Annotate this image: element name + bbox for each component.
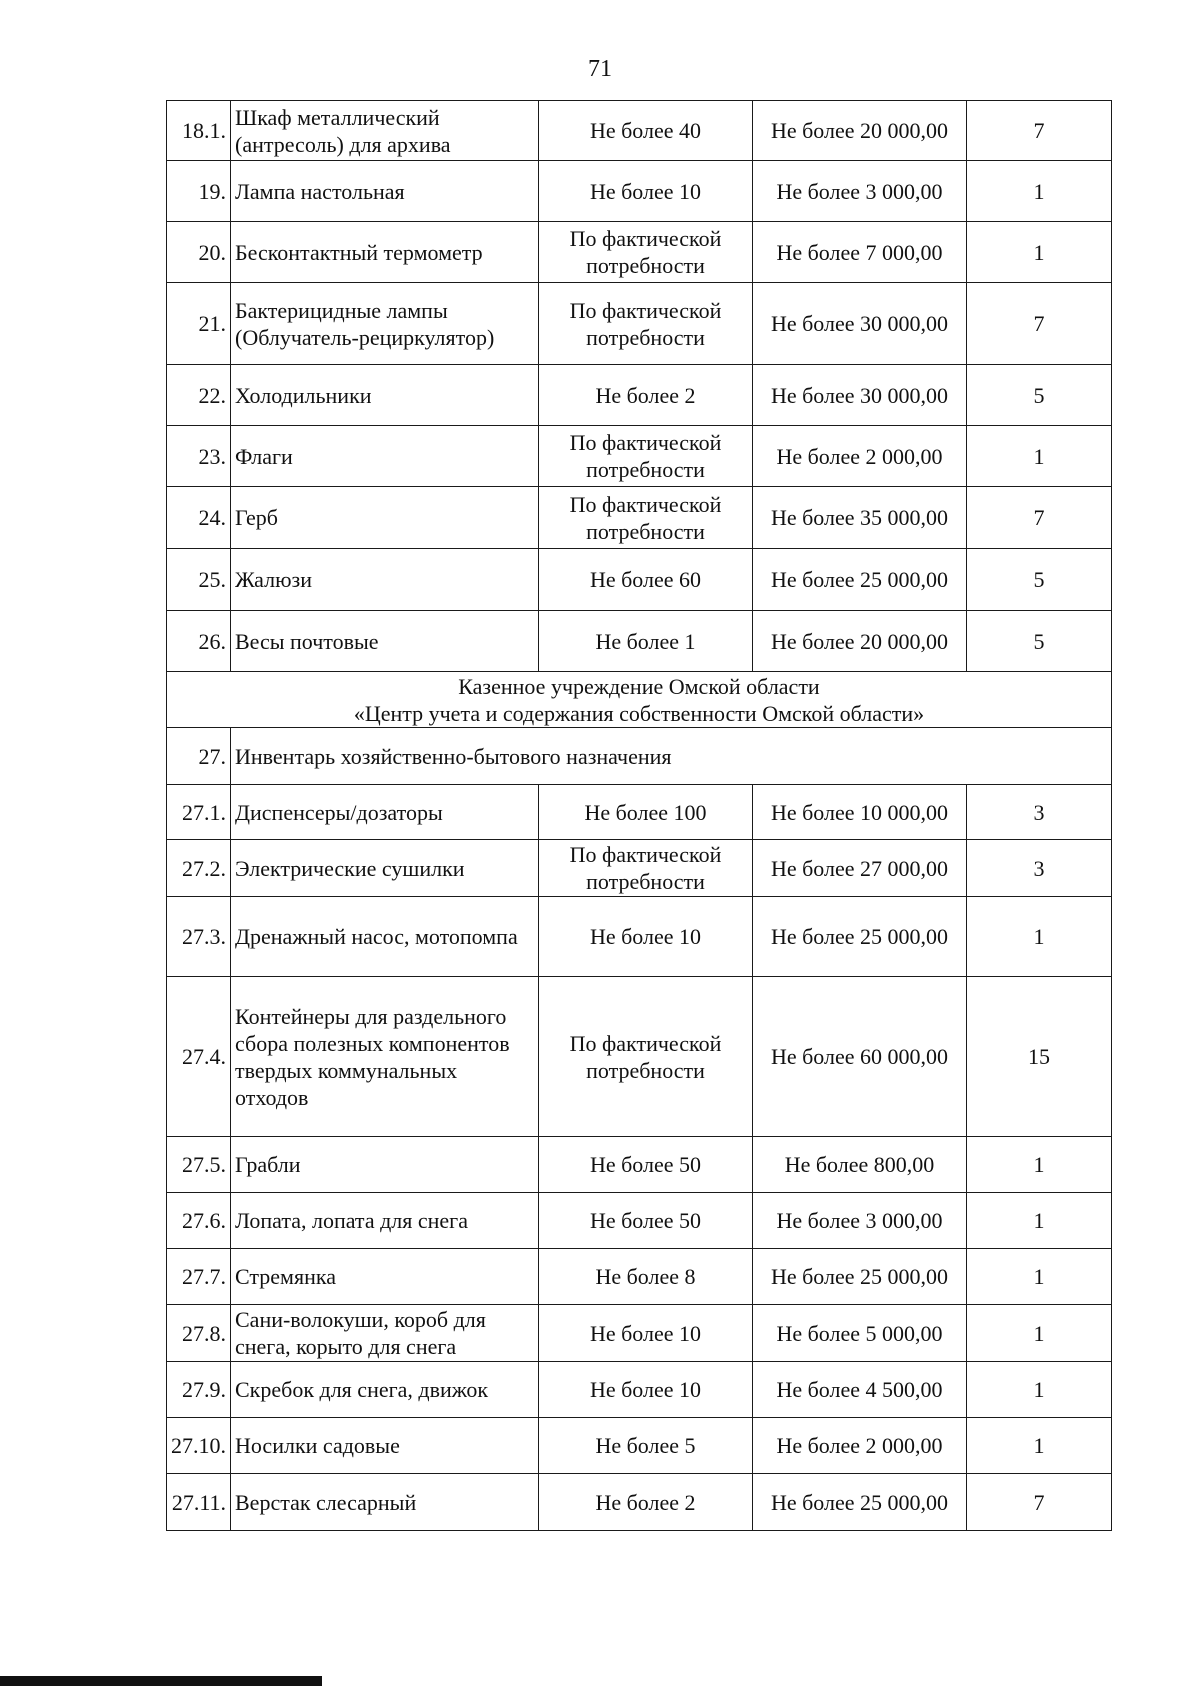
- section-row: [167, 672, 1112, 728]
- item-name: Герб: [231, 487, 539, 549]
- item-price: Не более 10 000,00: [753, 785, 967, 840]
- item-price: Не более 25 000,00: [753, 897, 967, 977]
- item-name: Скребок для снега, движок: [231, 1362, 539, 1418]
- item-service-years: 1: [967, 1193, 1112, 1249]
- scan-edge-mark: [0, 1676, 322, 1686]
- item-name: Холодильники: [231, 365, 539, 426]
- table-row: [167, 1193, 1112, 1249]
- item-quantity: Не более 1: [539, 611, 753, 672]
- table-row: [167, 1137, 1112, 1193]
- group-number: 27.: [167, 728, 231, 785]
- row-number: 26.: [167, 611, 231, 672]
- row-number: 25.: [167, 549, 231, 611]
- table-row: [167, 487, 1112, 549]
- item-quantity: Не более 60: [539, 549, 753, 611]
- item-name: Верстак слесарный: [231, 1474, 539, 1531]
- table-row: [167, 1418, 1112, 1474]
- item-service-years: 1: [967, 1305, 1112, 1362]
- item-quantity: Не более 10: [539, 897, 753, 977]
- item-price: Не более 30 000,00: [753, 365, 967, 426]
- item-service-years: 5: [967, 549, 1112, 611]
- items-table-body-upper: [167, 101, 1112, 672]
- row-number: 20.: [167, 222, 231, 283]
- item-quantity: По фактической потребности: [539, 487, 753, 549]
- item-service-years: 15: [967, 977, 1112, 1137]
- table-row: [167, 977, 1112, 1137]
- item-quantity: По фактической потребности: [539, 283, 753, 365]
- row-number: 21.: [167, 283, 231, 365]
- group-row: [167, 728, 1112, 785]
- item-name: Стремянка: [231, 1249, 539, 1305]
- table-row: [167, 222, 1112, 283]
- row-number: 27.4.: [167, 977, 231, 1137]
- item-name: Диспенсеры/дозаторы: [231, 785, 539, 840]
- row-number: 24.: [167, 487, 231, 549]
- item-name: Флаги: [231, 426, 539, 487]
- group-name: Инвентарь хозяйственно-бытового назначения: [231, 728, 1112, 785]
- item-price: Не более 800,00: [753, 1137, 967, 1193]
- item-service-years: 1: [967, 222, 1112, 283]
- item-service-years: 1: [967, 426, 1112, 487]
- item-name: Контейнеры для раздельного сбора полезных компонентов твердых коммунальных отходов: [231, 977, 539, 1137]
- row-number: 18.1.: [167, 101, 231, 161]
- page-number: 71: [588, 56, 612, 82]
- item-quantity: По фактической потребности: [539, 977, 753, 1137]
- item-quantity: Не более 100: [539, 785, 753, 840]
- item-service-years: 1: [967, 897, 1112, 977]
- row-number: 27.3.: [167, 897, 231, 977]
- table-row: [167, 1474, 1112, 1531]
- table-row: [167, 1249, 1112, 1305]
- item-service-years: 1: [967, 1137, 1112, 1193]
- item-service-years: 7: [967, 1474, 1112, 1531]
- section-heading-line1: Казенное учреждение Омской области: [458, 673, 820, 699]
- row-number: 27.5.: [167, 1137, 231, 1193]
- item-quantity: Не более 5: [539, 1418, 753, 1474]
- section-heading: [167, 672, 1112, 728]
- item-service-years: 1: [967, 1418, 1112, 1474]
- row-number: 22.: [167, 365, 231, 426]
- item-name: Весы почтовые: [231, 611, 539, 672]
- item-price: Не более 7 000,00: [753, 222, 967, 283]
- row-number: 27.9.: [167, 1362, 231, 1418]
- item-price: Не более 5 000,00: [753, 1305, 967, 1362]
- items-table: [166, 100, 1112, 1531]
- row-number: 27.11.: [167, 1474, 231, 1531]
- table-row: [167, 1362, 1112, 1418]
- table-row: [167, 897, 1112, 977]
- item-quantity: Не более 50: [539, 1193, 753, 1249]
- item-service-years: 5: [967, 611, 1112, 672]
- row-number: 23.: [167, 426, 231, 487]
- item-quantity: Не более 10: [539, 161, 753, 222]
- table-row: [167, 785, 1112, 840]
- item-quantity: Не более 2: [539, 365, 753, 426]
- item-quantity: Не более 40: [539, 101, 753, 161]
- item-price: Не более 20 000,00: [753, 101, 967, 161]
- item-name: Электрические сушилки: [231, 840, 539, 897]
- item-name: Лампа настольная: [231, 161, 539, 222]
- row-number: 27.1.: [167, 785, 231, 840]
- item-name: Лопата, лопата для снега: [231, 1193, 539, 1249]
- table-row: [167, 549, 1112, 611]
- item-quantity: По фактической потребности: [539, 426, 753, 487]
- item-price: Не более 60 000,00: [753, 977, 967, 1137]
- institution-section: [167, 672, 1112, 785]
- item-name: Жалюзи: [231, 549, 539, 611]
- item-name: Шкаф металлический (антресоль) для архива: [231, 101, 539, 161]
- item-service-years: 1: [967, 1362, 1112, 1418]
- item-price: Не более 3 000,00: [753, 1193, 967, 1249]
- item-service-years: 3: [967, 785, 1112, 840]
- item-price: Не более 2 000,00: [753, 426, 967, 487]
- item-quantity: Не более 8: [539, 1249, 753, 1305]
- item-price: Не более 27 000,00: [753, 840, 967, 897]
- item-name: Бесконтактный термометр: [231, 222, 539, 283]
- items-table-body-lower: [167, 785, 1112, 1531]
- item-quantity: По фактической потребности: [539, 840, 753, 897]
- item-name: Бактерицидные лампы (Облучатель-рециркулятор): [231, 283, 539, 365]
- item-quantity: Не более 10: [539, 1362, 753, 1418]
- row-number: 27.6.: [167, 1193, 231, 1249]
- item-price: Не более 4 500,00: [753, 1362, 967, 1418]
- item-service-years: 5: [967, 365, 1112, 426]
- item-price: Не более 25 000,00: [753, 549, 967, 611]
- item-price: Не более 2 000,00: [753, 1418, 967, 1474]
- table-row: [167, 611, 1112, 672]
- item-name: Дренажный насос, мотопомпа: [231, 897, 539, 977]
- item-quantity: Не более 10: [539, 1305, 753, 1362]
- item-name: Грабли: [231, 1137, 539, 1193]
- item-price: Не более 25 000,00: [753, 1474, 967, 1531]
- section-heading-line2: «Центр учета и содержания собственности Омской области»: [353, 700, 925, 726]
- row-number: 27.2.: [167, 840, 231, 897]
- table-row: [167, 1305, 1112, 1362]
- item-service-years: 7: [967, 101, 1112, 161]
- item-price: Не более 30 000,00: [753, 283, 967, 365]
- table-row: [167, 161, 1112, 222]
- item-name: Носилки садовые: [231, 1418, 539, 1474]
- item-price: Не более 20 000,00: [753, 611, 967, 672]
- row-number: 27.7.: [167, 1249, 231, 1305]
- table-row: [167, 283, 1112, 365]
- item-price: Не более 35 000,00: [753, 487, 967, 549]
- item-service-years: 1: [967, 1249, 1112, 1305]
- table-row: [167, 840, 1112, 897]
- row-number: 27.8.: [167, 1305, 231, 1362]
- item-service-years: 1: [967, 161, 1112, 222]
- item-price: Не более 25 000,00: [753, 1249, 967, 1305]
- item-service-years: 7: [967, 283, 1112, 365]
- item-price: Не более 3 000,00: [753, 161, 967, 222]
- item-service-years: 3: [967, 840, 1112, 897]
- item-quantity: По фактической потребности: [539, 222, 753, 283]
- item-quantity: Не более 2: [539, 1474, 753, 1531]
- table-row: [167, 101, 1112, 161]
- item-quantity: Не более 50: [539, 1137, 753, 1193]
- row-number: 19.: [167, 161, 231, 222]
- item-name: Сани-волокуши, короб для снега, корыто для снега: [231, 1305, 539, 1362]
- table-row: [167, 365, 1112, 426]
- item-service-years: 7: [967, 487, 1112, 549]
- row-number: 27.10.: [167, 1418, 231, 1474]
- table-row: [167, 426, 1112, 487]
